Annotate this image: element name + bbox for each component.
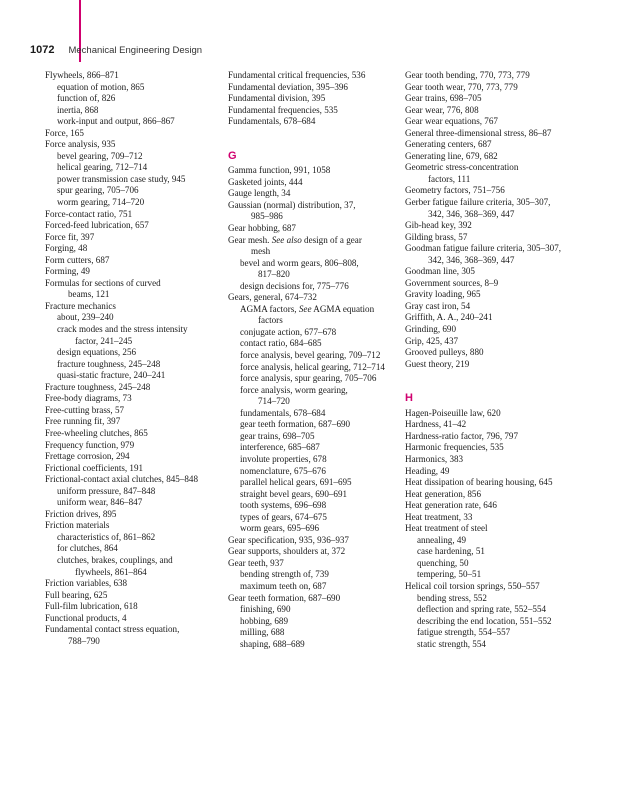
index-subentry: gear trains, 698–705 — [240, 430, 315, 441]
index-entry: Full bearing, 625 — [45, 589, 108, 600]
index-subentry: function of, 826 — [57, 93, 116, 104]
index-subentry: uniform pressure, 847–848 — [57, 485, 156, 496]
index-entry: Gravity loading, 965 — [405, 289, 481, 300]
index-entry-continuation: mesh — [251, 246, 271, 257]
index-entry: Hardness-ratio factor, 796, 797 — [405, 430, 519, 441]
index-entry: Gray cast iron, 54 — [405, 300, 471, 311]
index-subentry: types of gears, 674–675 — [240, 511, 327, 522]
index-subentry: quasi-static fracture, 240–241 — [57, 370, 166, 381]
index-entry-continuation: 817–820 — [258, 269, 290, 280]
index-entry: Gear teeth, 937 — [228, 557, 284, 568]
index-entry: Fundamental deviation, 395–396 — [228, 81, 348, 92]
index-subentry: tooth systems, 696–698 — [240, 500, 327, 511]
index-subentry: shaping, 688–689 — [240, 638, 305, 649]
index-subentry: about, 239–240 — [57, 312, 114, 323]
index-entry: Gilding brass, 57 — [405, 231, 468, 242]
index-entry: Forced-feed lubrication, 657 — [45, 220, 149, 231]
index-entry-continuation: beams, 121 — [68, 289, 110, 300]
index-entry: Free-body diagrams, 73 — [45, 393, 132, 404]
index-subentry: force analysis, bevel gearing, 709–712 — [240, 350, 381, 361]
index-entry: Force analysis, 935 — [45, 139, 116, 150]
index-entry: Goodman fatigue failure criteria, 305–307, — [405, 243, 562, 254]
index-subentry: force analysis, helical gearing, 712–714 — [240, 361, 385, 372]
index-subentry: conjugate action, 677–678 — [240, 326, 337, 337]
index-subentry: finishing, 690 — [240, 604, 291, 615]
index-subentry: bending stress, 552 — [417, 592, 487, 603]
index-entry: Generating centers, 687 — [405, 139, 492, 150]
index-entry: Fundamental contact stress equation, — [45, 624, 180, 635]
index-entry: Gasketed joints, 444 — [228, 176, 303, 187]
see-reference: See also — [271, 234, 302, 245]
index-subentry: maximum teeth on, 687 — [240, 580, 327, 591]
index-subentry: gear teeth formation, 687–690 — [240, 419, 351, 430]
index-subentry: parallel helical gears, 691–695 — [240, 477, 352, 488]
index-entry: Heat treatment, 33 — [405, 511, 473, 522]
index-subentry — [228, 304, 398, 316]
section-spacer — [405, 370, 597, 393]
index-entry: Helical coil torsion springs, 550–557 — [405, 580, 540, 591]
index-entry: Forming, 49 — [45, 266, 90, 277]
index-entry-continuation: 788–790 — [68, 635, 100, 646]
index-subentry: fracture toughness, 245–248 — [57, 358, 161, 369]
index-entry: Gear teeth formation, 687–690 — [228, 592, 341, 603]
index-entry: Hagen-Poiseuille law, 620 — [405, 407, 501, 418]
index-subentry: tempering, 50–51 — [417, 569, 482, 580]
index-column-2 — [228, 70, 398, 650]
index-subentry: straight bevel gears, 690–691 — [240, 488, 348, 499]
entry-text: Gear mesh. — [228, 234, 272, 245]
index-entry: Frictional-contact axial clutches, 845–848 — [45, 474, 199, 485]
index-entry: Hardness, 41–42 — [405, 419, 467, 430]
index-column-3 — [405, 70, 597, 650]
index-entry: Heat treatment of steel — [405, 523, 488, 534]
index-subentry: interference, 685–687 — [240, 442, 320, 453]
page-number: 1072 — [30, 44, 55, 56]
index-entry: Full-film lubrication, 618 — [45, 601, 138, 612]
index-entry: Gaussian (normal) distribution, 37, — [228, 199, 356, 210]
index-subentry: deflection and spring rate, 552–554 — [417, 604, 547, 615]
index-subentry: quenching, 50 — [417, 557, 469, 568]
index-entry: Force, 165 — [45, 127, 84, 138]
entry-text: AGMA factors, — [240, 303, 299, 314]
index-entry: Grooved pulleys, 880 — [405, 347, 484, 358]
index-subentry: worm gearing, 714–720 — [57, 197, 145, 208]
section-spacer — [228, 128, 398, 151]
index-entry: Government sources, 8–9 — [405, 277, 499, 288]
index-entry-continuation: factors, 111 — [428, 173, 471, 184]
index-entry: Gears, general, 674–732 — [228, 292, 317, 303]
index-entry: Fracture toughness, 245–248 — [45, 381, 151, 392]
book-title: Mechanical Engineering Design — [68, 45, 203, 56]
index-subentry: hobbing, 689 — [240, 615, 288, 626]
index-entry: Fundamental critical frequencies, 536 — [228, 70, 366, 80]
index-entry: Gear hobbing, 687 — [228, 223, 296, 234]
index-subentry: nomenclature, 675–676 — [240, 465, 326, 476]
entry-text: design of a gear — [301, 234, 362, 245]
index-subentry: force analysis, worm gearing, — [240, 384, 348, 395]
index-entry: Free-wheeling clutches, 865 — [45, 427, 148, 438]
index-entry: Gerber fatigue failure criteria, 305–307, — [405, 197, 551, 208]
index-entry: Gamma function, 991, 1058 — [228, 165, 331, 176]
index-subentry: force analysis, spur gearing, 705–706 — [240, 373, 377, 384]
index-subentry: characteristics of, 861–862 — [57, 531, 156, 542]
index-subentry: design decisions for, 775–776 — [240, 280, 349, 291]
index-subentry: crack modes and the stress intensity — [57, 324, 188, 335]
index-entry: Force-contact ratio, 751 — [45, 208, 133, 219]
index-entry-continuation: 985–986 — [251, 211, 283, 222]
index-entry: Guest theory, 219 — [405, 358, 470, 369]
index-entry: Gib-head key, 392 — [405, 220, 472, 231]
index-entry: Heading, 49 — [405, 465, 450, 476]
index-subentry: work-input and output, 866–867 — [57, 116, 175, 127]
index-entry: Flywheels, 866–871 — [45, 70, 119, 80]
index-entry: Frettage corrosion, 294 — [45, 451, 130, 462]
index-entry: Geometry factors, 751–756 — [405, 185, 505, 196]
index-subentry: describing the end location, 551–552 — [417, 615, 552, 626]
index-entry-continuation: flywheels, 861–864 — [75, 566, 147, 577]
index-entry: Gear supports, shoulders at, 372 — [228, 546, 346, 557]
page-header — [30, 44, 202, 60]
index-entry: Frictional coefficients, 191 — [45, 462, 144, 473]
letter-heading: H — [405, 392, 413, 405]
index-entry: Form cutters, 687 — [45, 254, 110, 265]
index-entry: Fundamental division, 395 — [228, 93, 326, 104]
index-entry-continuation: factor, 241–245 — [75, 335, 133, 346]
index-subentry: clutches, brakes, couplings, and — [57, 554, 173, 565]
index-subentry: bending strength of, 739 — [240, 569, 329, 580]
index-subentry: annealing, 49 — [417, 534, 466, 545]
letter-heading: G — [228, 149, 237, 162]
entry-text: AGMA equation — [311, 303, 375, 314]
index-entry: Functional products, 4 — [45, 612, 127, 623]
index-entry: Generating line, 679, 682 — [405, 150, 498, 161]
index-entry-continuation: factors — [258, 315, 283, 326]
index-subentry: helical gearing, 712–714 — [57, 162, 148, 173]
index-entry: Gear specification, 935, 936–937 — [228, 534, 349, 545]
index-entry: Friction variables, 638 — [45, 578, 128, 589]
see-reference: See — [298, 303, 312, 314]
index-entry: Fundamentals, 678–684 — [228, 116, 316, 127]
index-entry — [228, 235, 398, 247]
index-subentry: case hardening, 51 — [417, 546, 485, 557]
index-entry: General three-dimensional stress, 86–87 — [405, 127, 552, 138]
index-entry: Free running fit, 397 — [45, 416, 121, 427]
index-entry-continuation: 342, 346, 368–369, 447 — [428, 254, 515, 265]
index-entry: Formulas for sections of curved — [45, 277, 161, 288]
index-entry: Heat generation, 856 — [405, 488, 482, 499]
index-entry: Force fit, 397 — [45, 231, 95, 242]
index-entry: Gauge length, 34 — [228, 188, 291, 199]
index-entry-continuation: 342, 346, 368–369, 447 — [428, 208, 515, 219]
index-entry: Goodman line, 305 — [405, 266, 475, 277]
index-entry: Gear trains, 698–705 — [405, 93, 482, 104]
index-entry: Heat dissipation of bearing housing, 645 — [405, 477, 553, 488]
index-entry: Forging, 48 — [45, 243, 88, 254]
index-entry: Gear tooth wear, 770, 773, 779 — [405, 81, 518, 92]
index-subentry: fundamentals, 678–684 — [240, 407, 326, 418]
index-column-1 — [45, 70, 223, 647]
index-entry: Gear wear, 776, 808 — [405, 104, 479, 115]
index-entry: Free-cutting brass, 57 — [45, 404, 125, 415]
index-subentry: milling, 688 — [240, 627, 285, 638]
index-subentry: uniform wear, 846–847 — [57, 497, 143, 508]
index-subentry: spur gearing, 705–706 — [57, 185, 139, 196]
index-entry: Friction drives, 895 — [45, 508, 117, 519]
index-entry: Harmonics, 383 — [405, 453, 464, 464]
index-entry-continuation: 714–720 — [258, 396, 290, 407]
index-entry: Grip, 425, 437 — [405, 335, 459, 346]
index-entry: Harmonic frequencies, 535 — [405, 442, 504, 453]
index-subentry: for clutches, 864 — [57, 543, 118, 554]
index-subentry: bevel gearing, 709–712 — [57, 150, 143, 161]
index-entry: Griffith, A. A., 240–241 — [405, 312, 493, 323]
index-subentry: design equations, 256 — [57, 347, 137, 358]
index-entry: Friction materials — [45, 520, 110, 531]
index-subentry: worm gears, 695–696 — [240, 523, 320, 534]
index-subentry: power transmission case study, 945 — [57, 173, 186, 184]
index-subentry: involute properties, 678 — [240, 453, 327, 464]
index-entry: Grinding, 690 — [405, 324, 457, 335]
index-entry: Fracture mechanics — [45, 300, 116, 311]
index-subentry: bevel and worm gears, 806–808, — [240, 257, 359, 268]
index-subentry: equation of motion, 865 — [57, 81, 145, 92]
index-subentry: static strength, 554 — [417, 638, 486, 649]
index-subentry: contact ratio, 684–685 — [240, 338, 322, 349]
index-entry: Geometric stress-concentration — [405, 162, 519, 173]
index-entry: Fundamental frequencies, 535 — [228, 104, 338, 115]
index-subentry: fatigue strength, 554–557 — [417, 627, 511, 638]
index-subentry: inertia, 868 — [57, 104, 99, 115]
index-entry: Frequency function, 979 — [45, 439, 135, 450]
index-entry: Gear tooth bending, 770, 773, 779 — [405, 70, 530, 80]
index-entry: Gear wear equations, 767 — [405, 116, 498, 127]
index-entry: Heat generation rate, 646 — [405, 500, 497, 511]
